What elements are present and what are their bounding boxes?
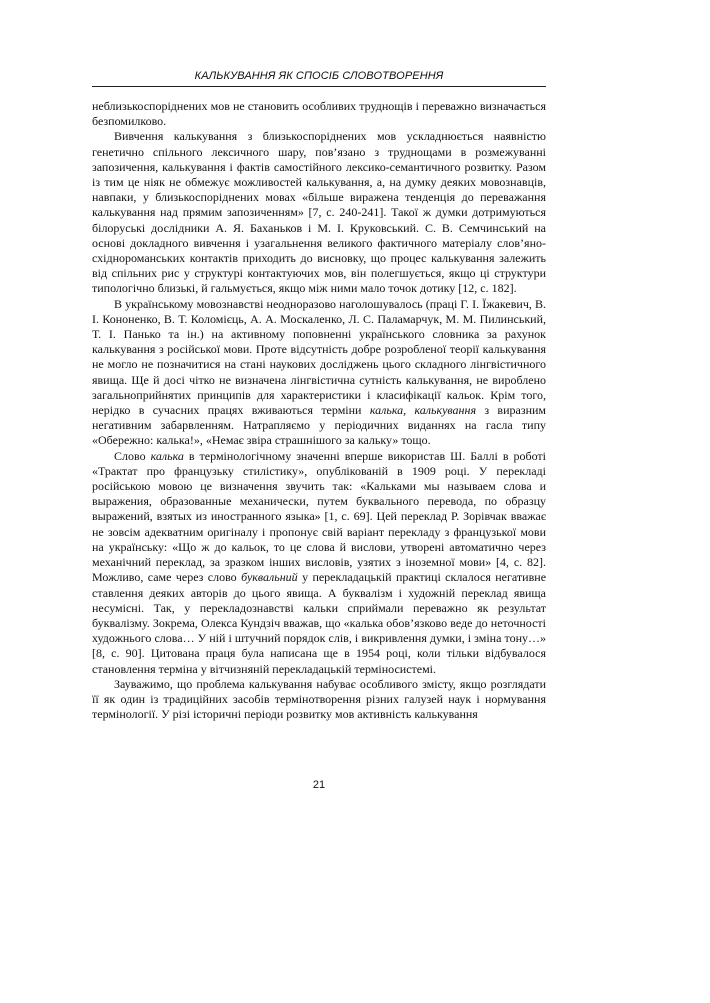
paragraph-2 (92, 297, 546, 449)
paragraph-3 (92, 449, 546, 677)
paragraph-2-italic-terms: калька, калькування (369, 403, 477, 418)
paragraph-3-italic-term-2: буквальний (241, 570, 298, 585)
running-header: КАЛЬКУВАННЯ ЯК СПОСІБ СЛОВОТВОРЕННЯ (194, 70, 444, 82)
article-body (92, 99, 546, 722)
header-divider (92, 86, 546, 87)
page-number: 21 (312, 779, 326, 791)
paragraph-1: Вивчення калькування з близькоспоріднених мов ускладнюється наявністю генетично спільного лексичного шару, пов’язано з труднощами в розмежуванні запозичення, калькування і фактів самостійного лексико-семантичного розвитку. Разом із тим це ніяк не обмежує можливостей калькування, а, на думку деяких мовознавців, навпаки, у близькоспоріднених мовах «більше виражена тенденція до переважання калькування над прямим запозиченням» [7, с. 240-241]. Такої ж думки дотримуються білоруські дослідники А. Я. Баханьков і М. І. Круковський. С. В. Семчинський на основі докладного вивчення і узагальнення великого фактичного матеріалу слов’яно-східнороманських контактів приходить до висновку, що процес калькування залежить від спільних рис у структурі контактуючих мов, він полегшується, якщо ці структури типологічно близькі, й гальмується, якщо між ними мало точок дотику [12, с. 182]. (92, 129, 546, 296)
paragraph-4: Зауважимо, що проблема калькування набуває особливого змісту, якщо розглядати її як один із традиційних засобів термінотворення різних галузей наук і нормування термінології. У різі історичні періоди розвитку мов активність калькування (92, 676, 546, 722)
paragraph-3-text-mid: в термінологічному значенні вперше використав Ш. Баллі в роботі «Трактат про французьку стилістику», опублікованій в 1909 році. У перекладі російською мовою це визначення звучить так: «Кальками мы называем слова и выражения, образованные механически, путем буквального перевода, по образцу выражений, взятых из иностранного языка» [1, с. 69]. Цей переклад Р. Зорівчак вважає не зовсім адекватним оригіналу і пропонує свій варіант перекладу з французької мови на українську: «Що ж до кальок, то це слова й вислови, утворені автоматично через механічний переклад, за зразком інших висловів, узятих з іноземної мови» [4, с. 82]. Можливо, саме через слово (92, 448, 547, 585)
paragraph-3-text-start: Слово (114, 448, 146, 463)
paragraph-2-text-end: з виразним негативним забарвленням. Натрапляємо у періодичних виданнях на гасла типу «Обережно: калька!», «Немає звіра страшнішого за кальку» тощо. (92, 403, 547, 448)
paragraph-continuation: неблизькоспоріднених мов не становить особливих труднощів і переважно визначається безпомилково. (92, 99, 546, 129)
paragraph-2-text: В українському мовознавстві неодноразово наголошувалось (праці Г. І. Їжакевич, В. І. Кононенко, В. Т. Коломієць, А. А. Москаленко, Л. С. Паламарчук, М. М. Пилинський, Т. І. Панько та ін.) на активному поповненні українського словника за рахунок калькування з російської мови. Проте відсутність добре розробленої теорії калькування не могло не позначитися на стані наукових досліджень цього складного лінгвістичного явища. Ще й досі чітко не визначена лінгвістична сутність калькування, не вироблено загальноприйнятих принципів для характеристики і класифікації кальок. Крім того, нерідко в сучасних працях вживаються терміни (92, 296, 546, 418)
paragraph-3-italic-term: калька (150, 448, 184, 463)
paragraph-3-text-end: у перекладацькій практиці склалося негативне ставлення деяких авторів до цього явища. А буквалізм і художній переклад явища несумісні. Так, у перекладознавстві кальки сприймали переважно як результат буквалізму. Зокрема, Олекса Кундзіч вважав, що «калька обов’язково веде до неточності художнього слова… У ній і штучний порядок слів, і викривлення думки, і зміна тону…» [8, с. 90]. Цитована праця була написана ще в 1954 році, коли тільки відбувалося становлення терміна у вітчизняній перекладацькій терміносистемі. (92, 570, 547, 676)
